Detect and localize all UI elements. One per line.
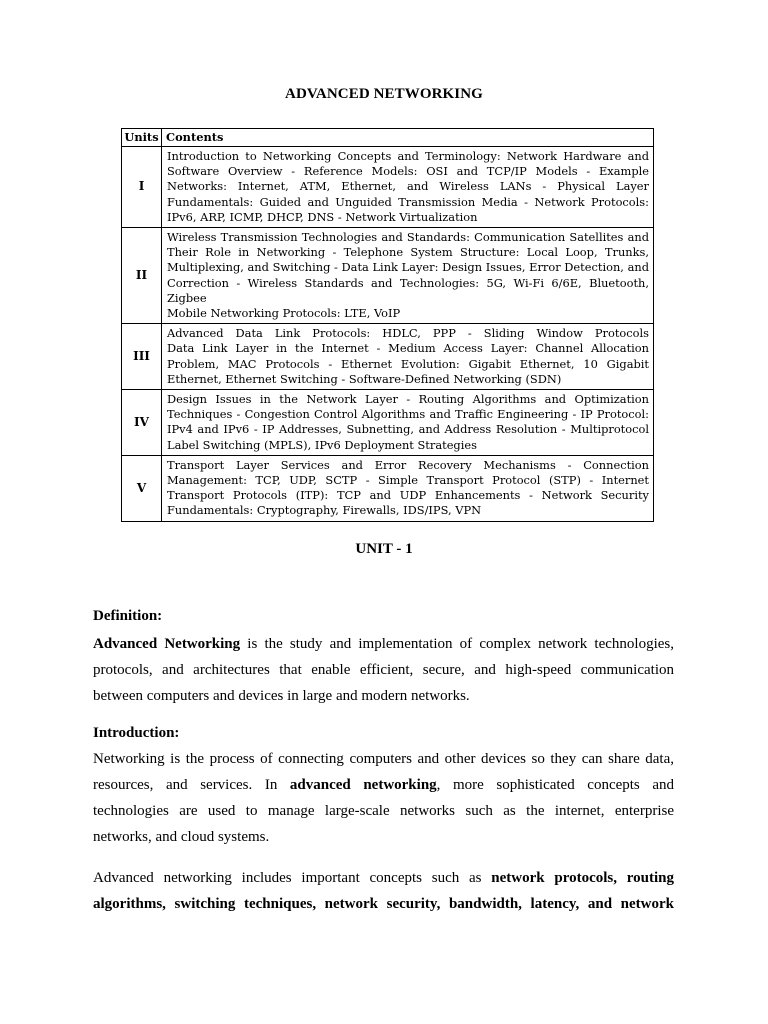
unit-contents: [162, 455, 654, 521]
unit-contents-line: Correction - Wireless Standards and Technologies: 5G, Wi-Fi 6/6E, Bluetooth,: [167, 275, 649, 290]
unit-number: II: [122, 228, 162, 324]
unit-contents-line: Techniques - Congestion Control Algorithms and Traffic Engineering - IP Protocol:: [167, 407, 649, 422]
unit-contents-line: Software Overview - Reference Models: OSI and TCP/IP Models - Example: [167, 164, 649, 179]
unit-contents: [162, 147, 654, 228]
introduction-text: networks, and cloud systems.: [93, 829, 270, 845]
unit-contents-line: Transport Layer Services and Error Recovery Mechanisms - Connection: [167, 457, 649, 472]
introduction-paragraph: [93, 746, 674, 850]
unit-contents-line: Design Issues in the Network Layer - Routing Algorithms and Optimization: [167, 392, 649, 407]
introduction-section: [93, 725, 674, 850]
concepts-text: Advanced networking includes important concepts such as: [93, 870, 492, 886]
unit-contents-line: Ethernet, Ethernet Switching - Software-Defined Networking (SDN): [167, 371, 562, 386]
unit-contents-line: Problem, MAC Protocols - Ethernet Evolution: Gigabit Ethernet, 10 Gigabit: [167, 356, 649, 371]
unit-contents: [162, 390, 654, 456]
introduction-heading: Introduction:: [93, 725, 180, 741]
unit-contents-line: Their Role in Networking - Telephone System Structure: Local Loop, Trunks,: [167, 245, 649, 260]
unit-number: III: [122, 324, 162, 390]
unit-contents-line: Fundamentals: Cryptography, Firewalls, IDS/IPS, VPN: [167, 503, 482, 518]
units-column-header: Units: [122, 129, 162, 147]
unit-contents-line: Label Switching (MPLS), IPv6 Deployment Strategies: [167, 437, 477, 452]
syllabus-row: [122, 324, 654, 390]
introduction-text: resources, and services. In: [93, 777, 290, 793]
unit-number: IV: [122, 390, 162, 456]
definition-text: is the study and implementation of complex network technologies,: [240, 636, 674, 652]
unit-contents-line: Management: TCP, UDP, SCTP - Simple Transport Protocol (STP) - Internet: [167, 473, 649, 488]
introduction-text: , more sophisticated concepts and: [436, 777, 674, 793]
unit-contents-line: Fundamentals: Guided and Unguided Transmission Media - Network Protocols:: [167, 194, 649, 209]
unit-contents-line: IPv6, ARP, ICMP, DHCP, DNS - Network Virtualization: [167, 209, 478, 224]
definition-text: protocols, and architectures that enable efficient, secure, and high-speed communication: [93, 662, 674, 678]
unit-contents-line: Multiplexing, and Switching - Data Link Layer: Design Issues, Error Detection, and: [167, 260, 649, 275]
unit-contents-line: Transport Protocols (ITP): TCP and UDP Enhancements - Network Security: [167, 488, 649, 503]
unit-contents-line: Networks: Internet, ATM, Ethernet, and Wireless LANs - Physical Layer: [167, 179, 649, 194]
syllabus-row: [122, 147, 654, 228]
syllabus-row: [122, 390, 654, 456]
unit-contents: [162, 324, 654, 390]
unit-heading: UNIT - 1: [355, 541, 413, 557]
unit-contents-line: Data Link Layer in the Internet - Medium Access Layer: Channel Allocation: [167, 341, 649, 356]
unit-contents-line: Introduction to Networking Concepts and Terminology: Network Hardware and: [167, 149, 649, 163]
definition-text: between computers and devices in large and modern networks.: [93, 688, 470, 704]
concepts-paragraph: [93, 865, 674, 917]
unit-contents: [162, 228, 654, 324]
definition-heading: Definition:: [93, 608, 163, 624]
introduction-text: technologies are used to manage large-scale networks such as the internet, enterprise: [93, 803, 674, 819]
unit-contents-line: Advanced Data Link Protocols: HDLC, PPP - Sliding Window Protocols: [167, 326, 649, 341]
unit-number: V: [122, 455, 162, 521]
contents-column-header: Contents: [162, 129, 654, 147]
unit-contents-line: IPv4 and IPv6 - IP Addresses, Subnetting, and Address Resolution - Multiprotocol: [167, 422, 649, 437]
introduction-emphasis: advanced networking: [289, 777, 437, 793]
definition-paragraph: [93, 631, 674, 709]
unit-number: I: [122, 147, 162, 228]
introduction-text: Networking is the process of connecting computers and other devices so they can share data,: [93, 751, 674, 767]
syllabus-table: [121, 128, 654, 522]
syllabus-header-row: [122, 129, 654, 147]
concepts-emphasis: network protocols, routing: [491, 870, 674, 886]
unit-contents-line: Mobile Networking Protocols: LTE, VoIP: [167, 306, 401, 321]
syllabus-row: [122, 455, 654, 521]
unit-contents-line: Zigbee: [167, 290, 207, 305]
definition-term: Advanced Networking: [93, 636, 241, 652]
definition-section: [93, 608, 674, 709]
document-title: ADVANCED NETWORKING: [285, 86, 483, 102]
concepts-emphasis: algorithms, switching techniques, network security, bandwidth, latency, and network: [93, 896, 674, 912]
unit-contents-line: Wireless Transmission Technologies and Standards: Communication Satellites and: [167, 230, 649, 245]
syllabus-row: [122, 228, 654, 324]
